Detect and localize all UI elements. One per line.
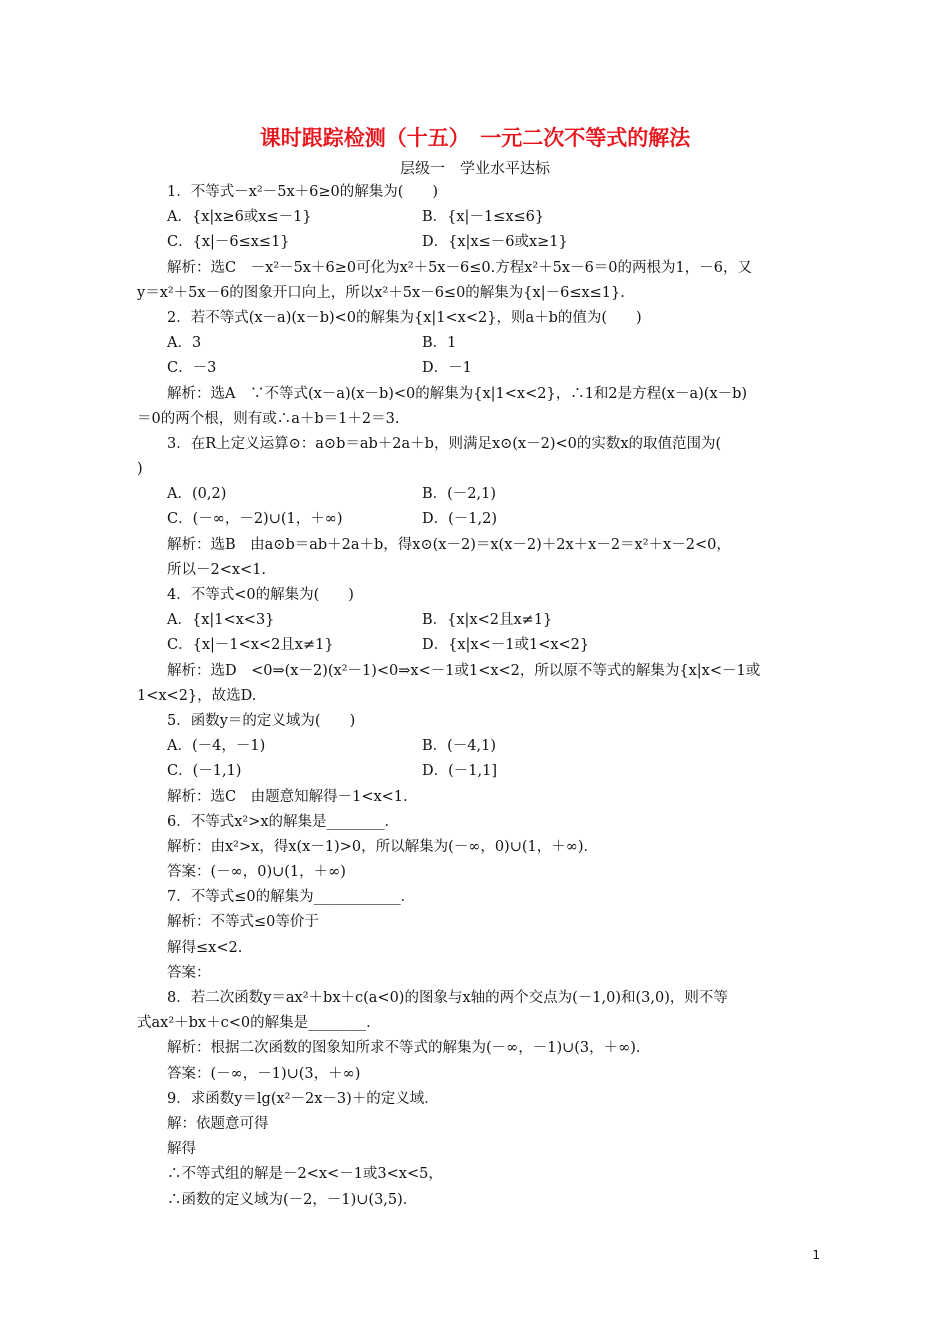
- question-7-answer: 答案：: [167, 964, 211, 981]
- option-a: A．{x|1<x<3}: [167, 612, 275, 629]
- question-3-stem: 3．在R上定义运算⊙：a⊙b＝ab＋2a＋b，则满足x⊙(x－2)<0的实数x的取值范围为(: [167, 435, 722, 452]
- option-a: A．(－4，－1): [167, 738, 266, 755]
- question-5-stem: 5．函数y＝的定义域为( ): [167, 712, 356, 729]
- option-a: A．3: [167, 335, 202, 352]
- question-1-solution-cont: y＝x²＋5x－6的图象开口向上，所以x²＋5x－6≤0的解集为{x|－6≤x≤1}.: [137, 284, 625, 301]
- option-c: C．(－∞，－2)∪(1，＋∞): [167, 511, 343, 528]
- option-b: B．{x|－1≤x≤6}: [422, 209, 545, 226]
- question-9-solution-2: 解得: [167, 1141, 196, 1158]
- question-3-options-ab: [137, 482, 817, 507]
- page-number: 1: [812, 1248, 820, 1262]
- content-body: [137, 180, 817, 1213]
- option-a: A．{x|x≥6或x≤－1}: [167, 209, 312, 226]
- option-a: A．(0,2): [167, 486, 227, 503]
- question-4-options-cd: [137, 633, 817, 658]
- question-7-solution-cont: 解得≤x<2.: [167, 939, 243, 956]
- option-b: B．(－4,1): [422, 738, 497, 755]
- option-b: B．{x|x<2且x≠1}: [422, 612, 553, 629]
- question-4-solution: 解析：选D <0⇒(x－2)(x²－1)<0⇒x<－1或1<x<2，所以原不等式的解集为{x|x<－1或: [167, 662, 761, 679]
- page-title: 课时跟踪检测（十五） 一元二次不等式的解法: [259, 126, 691, 150]
- option-d: D．－1: [422, 360, 472, 377]
- option-c: C．{x|－1<x<2且x≠1}: [167, 637, 334, 654]
- question-5-solution: 解析：选C 由题意知解得－1<x<1.: [167, 788, 408, 805]
- option-d: D．(－1,1]: [422, 763, 497, 780]
- question-4-stem: 4．不等式<0的解集为( ): [167, 587, 354, 603]
- section-subtitle: 层级一 学业水平达标: [399, 159, 550, 177]
- question-3-options-cd: [137, 507, 817, 532]
- option-d: D．(－1,2): [422, 511, 497, 528]
- option-b: B．1: [422, 335, 457, 352]
- question-6-solution: 解析：由x²>x，得x(x－1)>0，所以解集为(－∞，0)∪(1，＋∞)．: [167, 838, 598, 855]
- question-2-options-cd: [137, 356, 817, 381]
- option-d: D．{x|x<－1或1<x<2}: [422, 637, 590, 654]
- question-1-options-ab: [137, 205, 817, 230]
- question-9-solution-4: ∴函数的定义域为(－2，－1)∪(3,5)．: [167, 1191, 418, 1208]
- question-2-options-ab: [137, 331, 817, 356]
- question-7-solution: 解析：不等式≤0等价于: [167, 914, 319, 931]
- question-6-answer: 答案：(－∞，0)∪(1，＋∞): [167, 864, 346, 881]
- question-2-solution: 解析：选A ∵不等式(x－a)(x－b)<0的解集为{x|1<x<2}，∴1和2是方程(x－a)(x－b): [167, 385, 748, 402]
- question-9-stem: 9．求函数y＝lg(x²－2x－3)＋的定义域．: [167, 1090, 439, 1107]
- option-c: C．{x|－6≤x≤1}: [167, 234, 290, 251]
- question-5-options-ab: [137, 734, 817, 759]
- question-8-stem: 8．若二次函数y＝ax²＋bx＋c(a<0)的图象与x轴的两个交点为(－1,0)和(3,0)，则不等: [167, 990, 728, 1006]
- question-1-solution: 解析：选C －x²－5x＋6≥0可化为x²＋5x－6≤0.方程x²＋5x－6＝0的两根为1，－6，又: [167, 259, 752, 276]
- question-8-solution: 解析：根据二次函数的图象知所求不等式的解集为(－∞，－1)∪(3，＋∞)．: [167, 1040, 651, 1057]
- question-8-stem-cont: 式ax²＋bx＋c<0的解集是________．: [137, 1015, 381, 1032]
- question-7-stem: 7．不等式≤0的解集为____________．: [167, 889, 416, 906]
- question-2-solution-cont: ＝0的两个根，则有或∴a＋b＝1＋2＝3.: [137, 410, 400, 427]
- option-c: C．(－1,1): [167, 763, 242, 780]
- question-1-options-cd: [137, 230, 817, 255]
- option-b: B．(－2,1): [422, 486, 497, 503]
- question-9-solution-3: ∴不等式组的解是－2<x<－1或3<x<5，: [167, 1166, 443, 1183]
- question-3-solution-cont: 所以－2<x<1.: [167, 561, 267, 578]
- question-1-stem: 1．不等式－x²－5x＋6≥0的解集为( ): [167, 184, 439, 200]
- question-2-stem: 2．若不等式(x－a)(x－b)<0的解集为{x|1<x<2}，则a＋b的值为( ): [167, 309, 642, 326]
- question-4-solution-cont: 1<x<2}，故选D.: [137, 687, 257, 704]
- option-d: D．{x|x≤－6或x≥1}: [422, 234, 568, 251]
- option-c: C．－3: [167, 360, 217, 377]
- question-4-options-ab: [137, 608, 817, 633]
- question-3-stem-cont: ): [137, 461, 143, 478]
- question-8-answer: 答案：(－∞，－1)∪(3，＋∞): [167, 1065, 361, 1082]
- question-6-stem: 6．不等式x²>x的解集是________．: [167, 813, 400, 830]
- question-5-options-cd: [137, 759, 817, 784]
- question-9-solution-1: 解：依题意可得: [167, 1115, 269, 1132]
- question-3-solution: 解析：选B 由a⊙b＝ab＋2a＋b，得x⊙(x－2)＝x(x－2)＋2x＋x－2＝x²＋x－2<0，: [167, 536, 731, 553]
